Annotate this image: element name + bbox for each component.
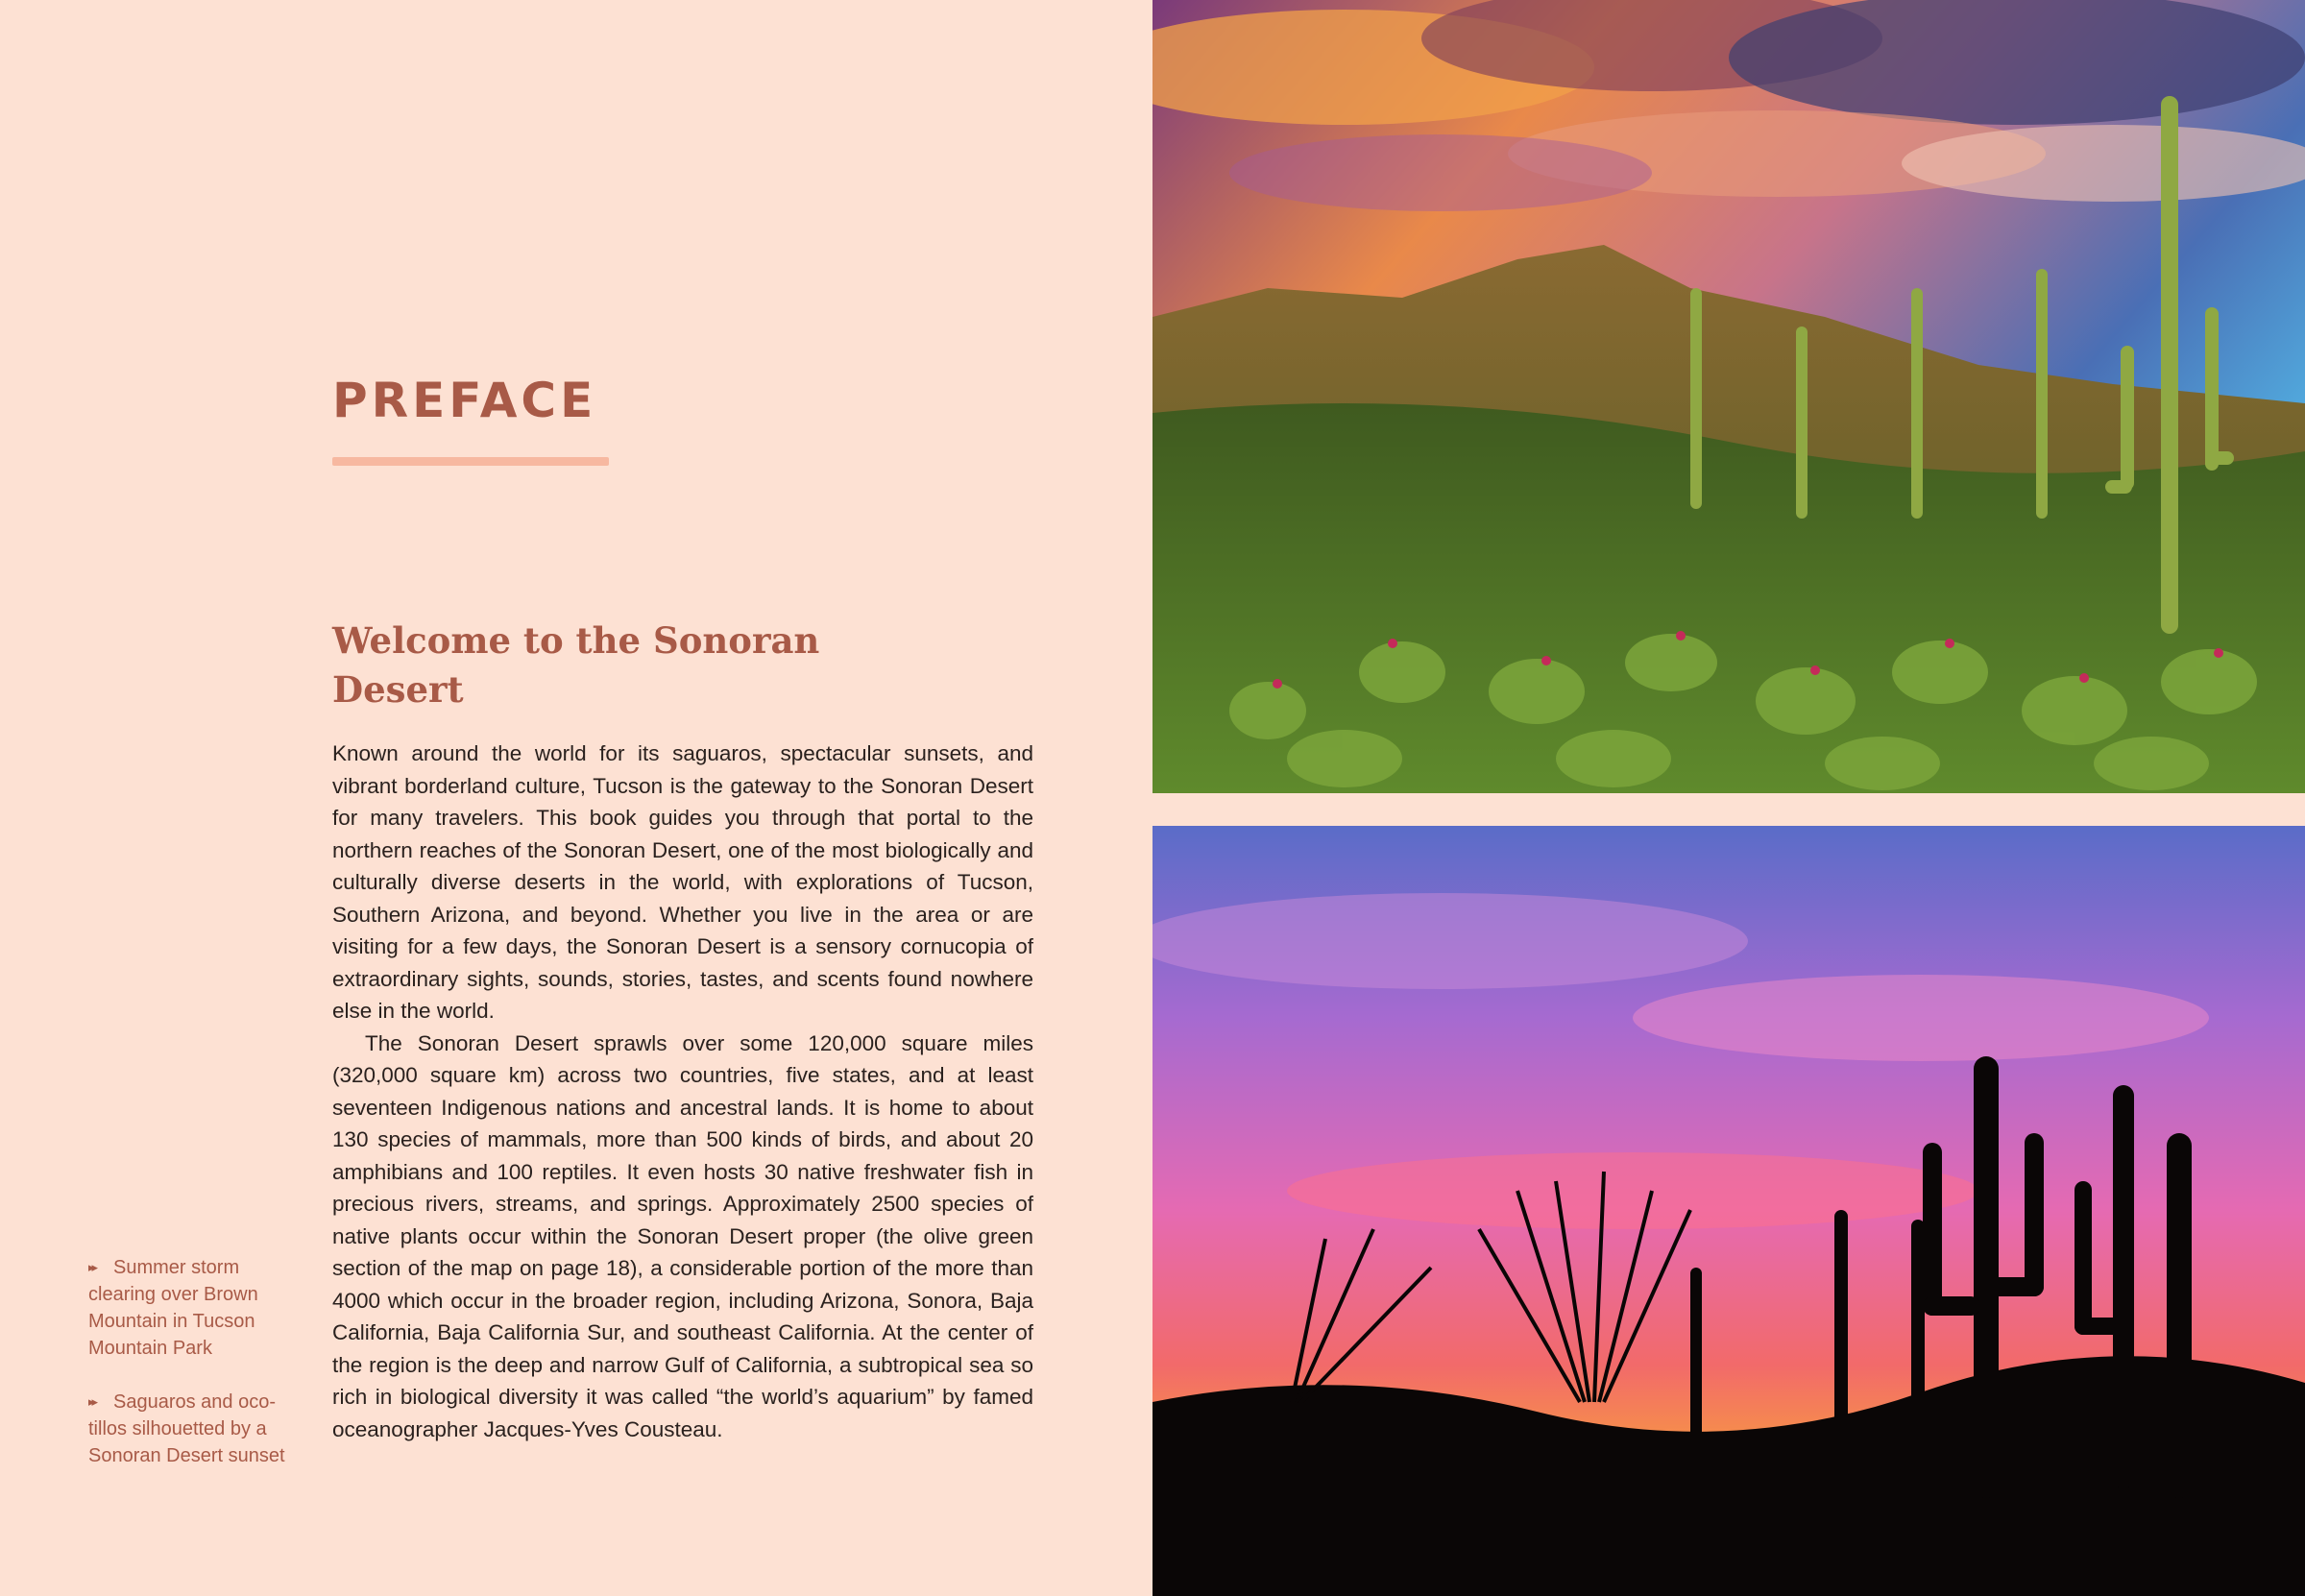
caption-bottom-photo <box>88 1389 304 1469</box>
section-title: PREFACE <box>332 373 597 428</box>
title-rule <box>332 457 609 466</box>
caption-top-photo <box>88 1254 304 1362</box>
photo-captions <box>88 1254 304 1496</box>
sunset-silhouette-image <box>1152 826 2305 1596</box>
photo-storm-over-mountain <box>1152 0 2305 793</box>
body-text <box>332 738 1033 1445</box>
caption-arrow-icon: ▸▸ <box>88 1260 96 1274</box>
photo-sunset-silhouettes <box>1152 826 2305 1596</box>
storm-mountain-image <box>1152 0 2305 793</box>
body-paragraph-1: Known around the world for its saguaros, spectacular sunsets, and vibrant borderland culture, Tucson is the gateway to the Sonoran Desert for many travelers. This book guides you through that portal to the northern reaches of the Sonoran Desert, one of the most biologically and culturally diverse deserts in the world, with explorations of Tucson, Southern Arizona, and beyond. Whether you live in the area or are visiting for a few days, the Sonoran Desert is a sensory cornucopia of extraordinary sights, sounds, stories, tastes, and scents found nowhere else in the world. <box>332 741 1033 1023</box>
left-page <box>0 0 1152 1596</box>
right-page <box>1152 0 2305 1596</box>
caption-arrow-icon: ▸▸ <box>88 1394 96 1409</box>
caption-bottom-text: Saguaros and ocotillos silhouetted by a Sonoran Desert sunset <box>88 1391 285 1466</box>
chapter-heading: Welcome to the Sonoran Desert <box>332 619 820 711</box>
body-paragraph-2: The Sonoran Desert sprawls over some 120,000 square miles (320,000 square km) across two countries, five states, and at least seventeen Indigenous nations and ancestral lands. It is home to about 130 species of mammals, more than 500 kinds of birds, and about 20 amphibians and 100 reptiles. It even hosts 30 native freshwater fish in precious rivers, streams, and springs. Approximately 2500 species of native plants occur within the Sonoran Desert proper (the olive green section of the map on page 18), a considerable portion of the more than 4000 which occur in the broader region, including Arizona, Sonora, Baja California, Baja California Sur, and southeast California. At the center of the region is the deep and narrow Gulf of California, a subtropical sea so rich in biological diversity it was called “the world’s aquarium” by famed oceanographer Jacques-Yves Cousteau. <box>332 1030 1033 1441</box>
caption-top-text: Summer storm clearing over Brown Mountain in Tucson Mountain Park <box>88 1257 258 1359</box>
